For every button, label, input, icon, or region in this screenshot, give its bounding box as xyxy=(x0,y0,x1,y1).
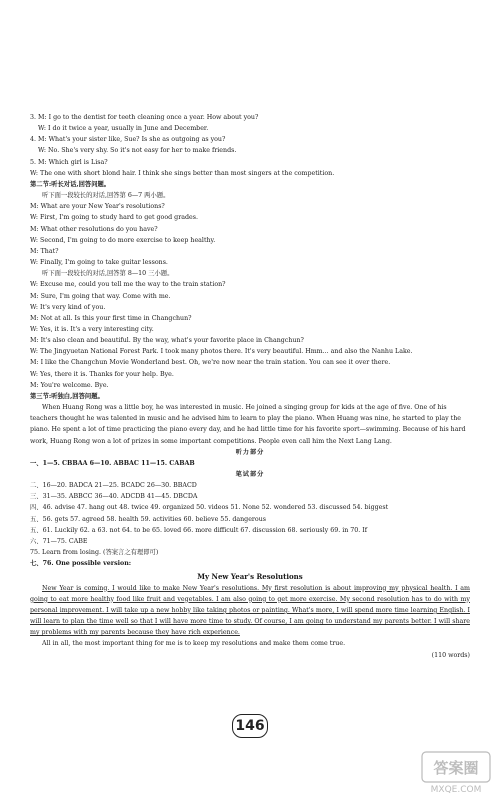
transcript-line: W: I do it twice a year, usually in June and December. xyxy=(38,125,209,133)
page-number: 146 xyxy=(232,714,268,738)
transcript-line: M: You're welcome. Bye. xyxy=(30,381,109,389)
transcript-line: M: That? xyxy=(30,247,59,255)
transcript-line: teachers thought he was talented in music and he advised him to learn to play the piano. When Huang was nine, he started to play the xyxy=(30,415,461,423)
transcript-line: 4. M: What's your sister like, Sue? Is she as outgoing as you? xyxy=(30,136,226,144)
listening-section-heading: 听力部分 xyxy=(235,448,265,456)
transcript-line: 5. M: Which girl is Lisa? xyxy=(30,158,108,166)
answer-line: 五、56. gets 57. agreed 58. health 59. activities 60. believe 55. dangerous xyxy=(30,515,267,523)
transcript-line: W: Finally, I'm going to take guitar lessons. xyxy=(30,259,168,267)
transcript-line: W: Yes, there it is. Thanks for your help. Bye. xyxy=(30,370,174,378)
answer-line: 六、71—75. CABE xyxy=(30,537,88,545)
essay-paragraph-1: New Year is coming. I would like to make New Year's resolutions. My first resolution is about improving my physical health. I am going to eat more healthy food like fruit and vegetables. I am also going to get more exercise. My second resolution has to do with my personal improvement. I will take up a new hobby like taking photos or painting. What's more, I will spend more time learning English. I will learn to plan the time well so that I will have more time to study. Of course, I am going to understand my parents better. I will share my problems with my parents because they have rich experience. xyxy=(30,584,470,637)
answer-line: 二、16—20. BADCA 21—25. BCADC 26—30. BBACD xyxy=(30,482,197,490)
transcript-line: W: The one with short blond hair. I think she sings better than most singers at the competition. xyxy=(30,169,335,177)
transcript-line: When Huang Rong was a little boy, he was interested in music. He joined a singing group for kids at the age of five. One of his xyxy=(42,404,447,412)
answer-line: 75. Learn from losing. (答案言之有理即可) xyxy=(30,549,159,557)
transcript-line: work, Huang Rong won a lot of prizes in some important competitions. People even call him the Next Lang Lang. xyxy=(30,437,392,445)
svg-text:答案圈: 答案圈 xyxy=(433,759,479,777)
essay-title: My New Year's Resolutions xyxy=(197,572,303,582)
transcript-line: M: What other resolutions do you have? xyxy=(30,225,158,233)
transcript-line: M: It's also clean and beautiful. By the way, what's your favorite place in Changchun? xyxy=(30,337,304,345)
answer-line: 三、31—35. ABBCC 36—40. ADCDB 41—45. DBCDA xyxy=(30,493,198,501)
transcript-line: M: Sure, I'm going that way. Come with me. xyxy=(30,292,171,300)
transcript-line: 听下面一段较长的对话,回答第 6—7 两小题。 xyxy=(42,192,170,200)
listening-transcript xyxy=(30,112,470,447)
answer-page xyxy=(30,112,470,661)
written-answers xyxy=(30,480,470,569)
transcript-line: W: Excuse me, could you tell me the way to the train station? xyxy=(30,281,226,289)
transcript-line: W: Yes, it is. It's a very interesting city. xyxy=(30,325,154,333)
transcript-line: 第三节:听独白,回答问题。 xyxy=(30,392,104,400)
transcript-line: M: I like the Changchun Movie Wonderland best. Oh, we're now near the train station. You can see it over there. xyxy=(30,359,391,367)
answer-line: 五、61. Luckily 62. a 63. not 64. to be 65. loved 66. more difficult 67. discussion 68. seriously 69. in 70. If xyxy=(30,526,368,534)
transcript-line: W: First, I'm going to study hard to get good grades. xyxy=(30,214,198,222)
answer-line: 四、46. advise 47. hang out 48. twice 49. organized 50. videos 51. None 52. wondered 53. discussed 54. biggest xyxy=(30,504,389,512)
answer-line: 七、76. One possible version: xyxy=(30,560,132,568)
listening-answers: 一、1—5. CBBAA 6—10. ABBAC 11—15. CABAB xyxy=(30,459,195,467)
transcript-line: 第二节:听长对话,回答问题。 xyxy=(30,180,111,188)
transcript-line: W: Second, I'm going to do more exercise to keep healthy. xyxy=(30,236,216,244)
transcript-line: 3. M: I go to the dentist for teeth cleaning once a year. How about you? xyxy=(30,114,259,121)
svg-text:MXQE.COM: MXQE.COM xyxy=(430,785,482,795)
transcript-line: W: No. She's very shy. So it's not easy for her to make friends. xyxy=(38,147,237,155)
transcript-line: M: What are your New Year's resolutions? xyxy=(30,203,165,211)
transcript-line: M: Not at all. Is this your first time in Changchun? xyxy=(30,314,192,322)
written-section-heading: 笔试部分 xyxy=(235,471,265,478)
watermark-logo xyxy=(418,746,494,796)
transcript-line: piano. He spent a lot of time practicing the piano every day, and he had little time for his favorite sport—swimming. Because of his hard xyxy=(30,426,466,434)
word-count: (110 words) xyxy=(431,651,470,659)
transcript-line: 听下面一段较长的对话,回答第 8—10 三小题。 xyxy=(42,270,174,278)
essay-paragraph-2: All in all, the most important thing for me is to keep my resolutions and make them come true. xyxy=(42,640,346,648)
transcript-line: W: It's very kind of you. xyxy=(30,303,106,311)
transcript-line: W: The Jingyuetan National Forest Park. I took many photos there. It's very beautiful. Hmm... and also the Nanhu Lake. xyxy=(30,348,413,356)
